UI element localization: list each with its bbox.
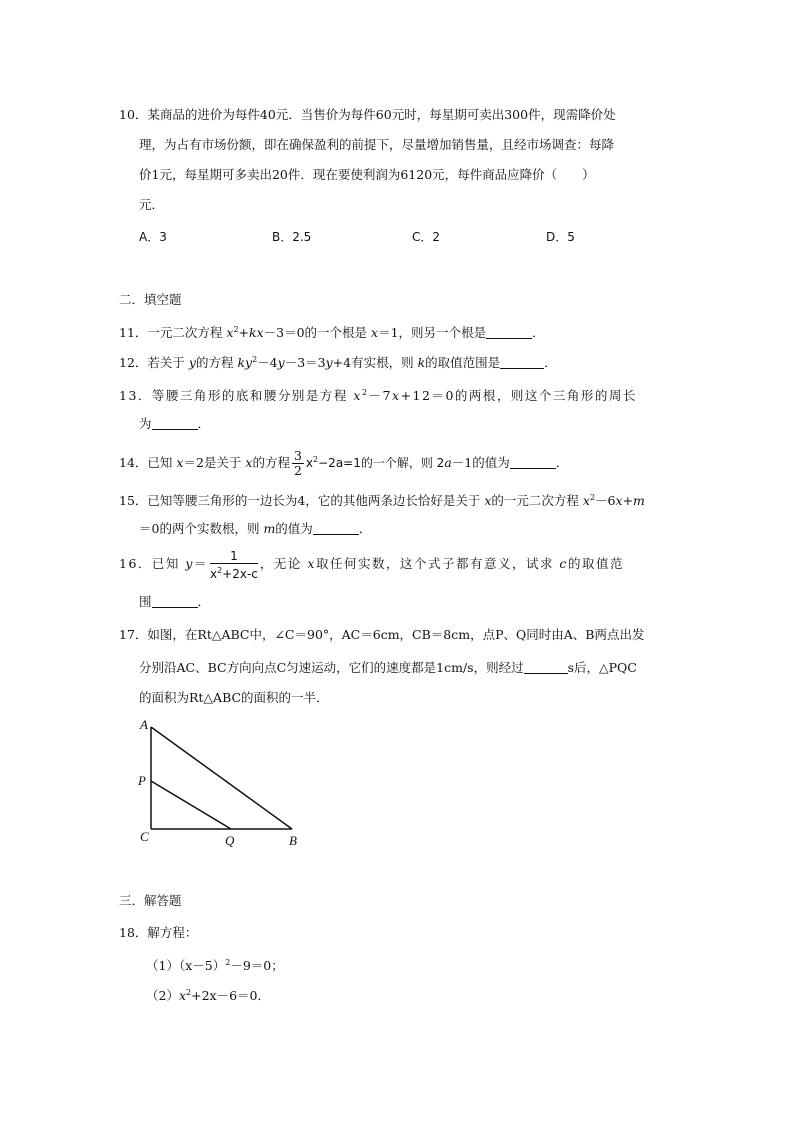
triangle-figure: [132, 712, 312, 852]
q10-line2: 理，为占有市场份额，即在确保盈利的前提下，尽量增加销售量，且经市场调查：每降: [139, 137, 615, 152]
q10-option-d: D．5: [546, 230, 575, 244]
q16-line2: 围 ．: [139, 594, 211, 609]
q17-line2: 分别沿AC、BC方向向点C匀速运动，它们的速度都是1cm/s，则经过 s后，△PQC: [139, 660, 637, 675]
label-q: Q: [225, 833, 235, 848]
q10-line1: 10．某商品的进价为每件40元．当售价为每件60元时，每星期可卖出300件，现需降价处: [119, 107, 616, 122]
answer-blank[interactable]: [510, 456, 556, 469]
q17-line1: 17．如图，在Rt△ABC中，∠C＝90°，AC＝6cm，CB＝8cm，点P、Q同时由A、B两点出发: [119, 627, 645, 642]
q10-line3: 价1元，每星期可多卖出20件．现在要使利润为6120元，每件商品应降价（ ）: [139, 167, 595, 182]
q11-text: 11．一元二次方程 $x^2+kx-3=0$的一个根是 x＝1，则另一个根是 ．: [119, 325, 545, 340]
answer-blank[interactable]: [500, 356, 544, 369]
q18-title: 18．解方程：: [119, 925, 198, 940]
q10-option-b: B．2.5: [272, 230, 312, 244]
fraction-y: $\frac{1}{x^2+2x-c}$: [209, 548, 258, 581]
section-2-heading: 二．填空题: [119, 292, 182, 307]
q17-line3: 的面积为Rt△ABC的面积的一半．: [139, 690, 329, 705]
segment-pq: [151, 781, 231, 829]
q10-option-a: A．3: [139, 230, 167, 244]
answer-blank[interactable]: [152, 595, 198, 608]
q15-line1: 15．已知等腰三角形的一边长为4，它的其他两条边长恰好是关于 x的一元二次方程 $x^2-6x+m$: [119, 493, 645, 508]
q18-part1: $(1)(x-5)^2-9=0$；: [146, 958, 284, 973]
fraction-3-2: $\frac{3}{2}$: [293, 448, 302, 478]
section-3-heading: 三．解答题: [119, 893, 182, 908]
answer-blank[interactable]: [524, 661, 568, 674]
q12-text: 12．若关于 y的方程 $ky^2-4y-3=3y+4$有实根，则 k的取值范围是 ．: [119, 355, 557, 370]
q16-line1: 16．已知 y＝ $\frac{1}{x^2+2x-c}$ ，无论 x取任何实数，这个式子都有意义，试求 c的取值范: [119, 548, 624, 581]
q14-text: 14．已知 x＝2是关于 x的方程 $\frac{3}{2}$ $x^2-2a=1$的一个解，则 2a－1的值为 ．: [119, 448, 569, 478]
q18-part2: $(2)x^2+2x-6=0$．: [146, 988, 270, 1003]
q13-line2: 为 ．: [139, 416, 211, 431]
label-b: B: [289, 833, 297, 848]
answer-blank[interactable]: [152, 417, 198, 430]
label-p: P: [138, 773, 146, 788]
side-ab: [151, 727, 292, 829]
label-c: C: [140, 829, 149, 844]
answer-blank[interactable]: [313, 522, 359, 535]
q10-line4: 元．: [139, 197, 165, 212]
q10-option-c: C．2: [412, 230, 441, 244]
answer-blank[interactable]: [486, 326, 532, 339]
label-a: A: [140, 717, 148, 732]
q15-line2: ＝0的两个实数根，则 m的值为 ．: [139, 521, 372, 536]
q13-line1: 13．等腰三角形的底和腰分别是方程 $x^2-7x+12=0$的两根，则这个三角形的周长: [119, 388, 637, 403]
